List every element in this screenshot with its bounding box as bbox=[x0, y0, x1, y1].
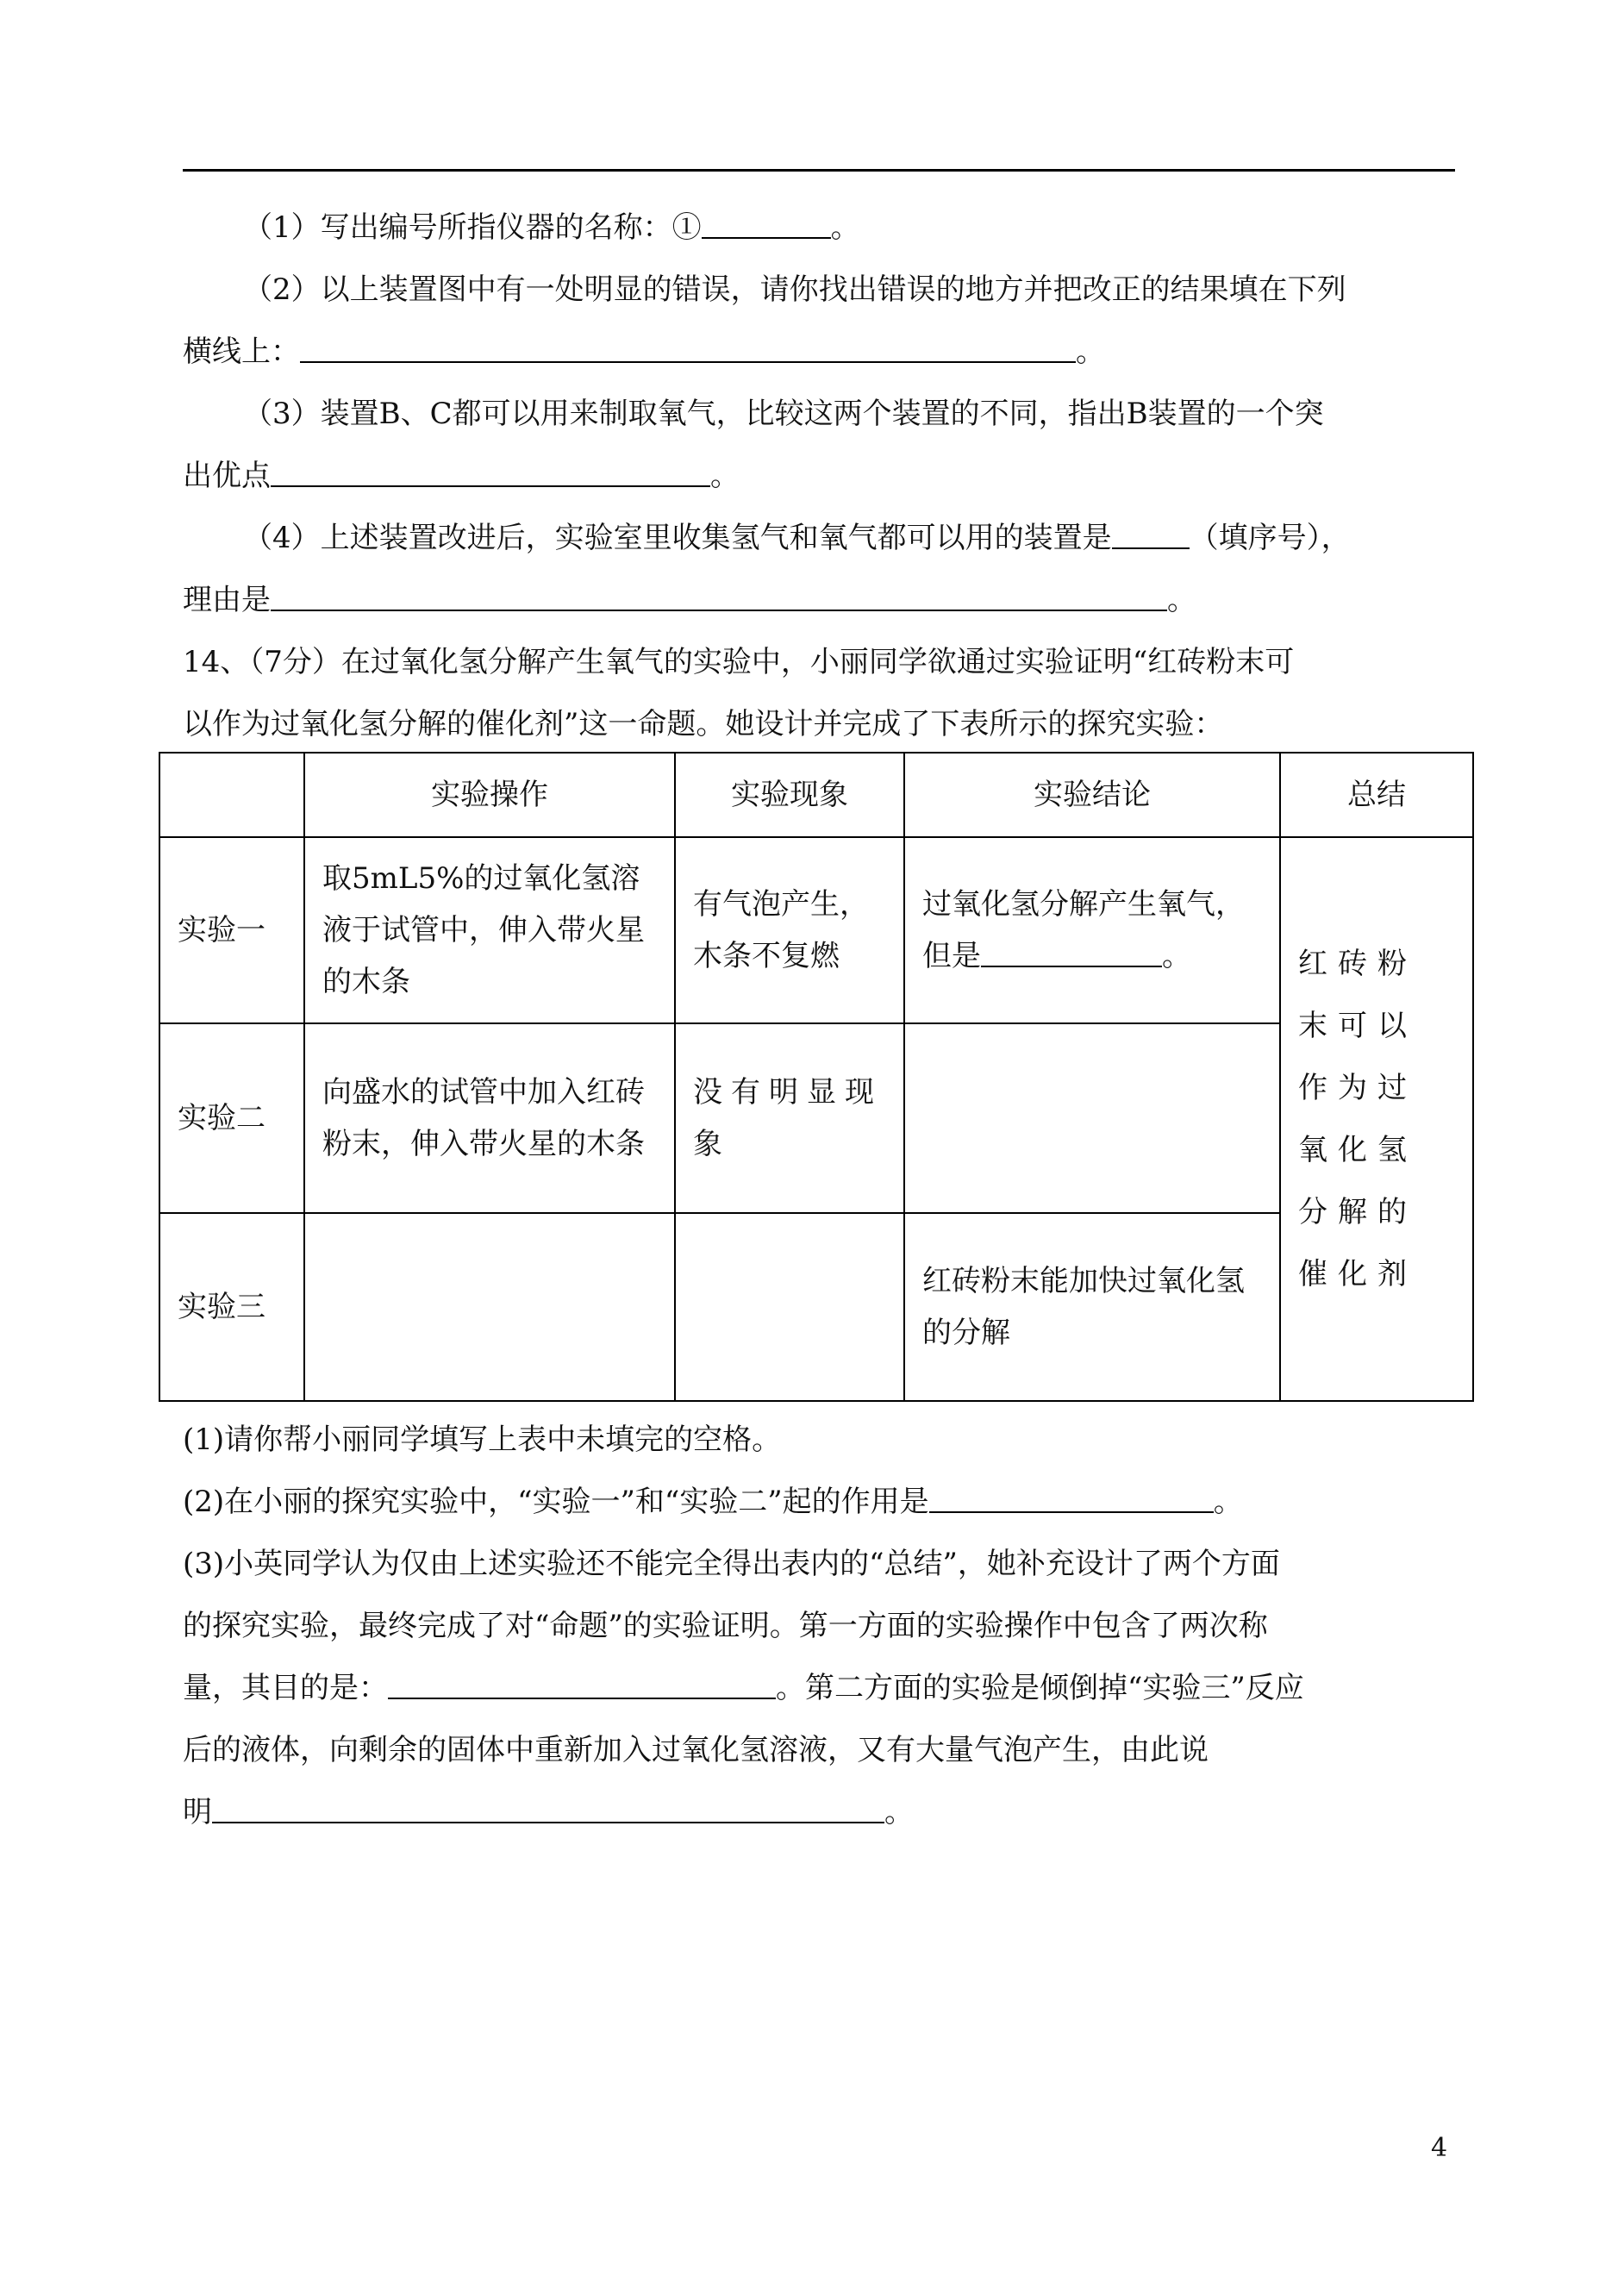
operation-cell-blank[interactable] bbox=[304, 1213, 675, 1401]
table-row bbox=[159, 1023, 1473, 1213]
header-summary: 总结 bbox=[1280, 753, 1473, 837]
operation-cell: 向盛水的试管中加入红砖粉末，伸入带火星的木条 bbox=[304, 1023, 675, 1213]
q14-sub2: (2)在小丽的探究实验中，“实验一”和“实验二”起的作用是 。 bbox=[183, 1485, 1243, 1519]
q14-intro-line2: 以作为过氧化氢分解的催化剂”这一命题。她设计并完成了下表所示的探究实验： bbox=[183, 707, 1224, 741]
q13-part3-line1: （3）装置B、C都可以用来制取氧气，比较这两个装置的不同，指出B装置的一个突 bbox=[243, 397, 1324, 431]
experiment-table bbox=[159, 752, 1474, 1402]
answer-blank[interactable] bbox=[300, 335, 1076, 363]
page-number: 4 bbox=[1431, 2133, 1448, 2163]
row-name: 实验三 bbox=[159, 1213, 304, 1401]
conclusion-cell-blank[interactable] bbox=[904, 1023, 1280, 1213]
q13-part4-line1: （4）上述装置改进后，实验室里收集氢气和氧气都可以用的装置是 （填序号）， bbox=[243, 521, 1351, 555]
q13-part3-line2: 出优点 。 bbox=[183, 459, 740, 493]
header-phenomenon: 实验现象 bbox=[675, 753, 904, 837]
phenomenon-cell: 没有明显现象 bbox=[675, 1023, 904, 1213]
answer-blank[interactable] bbox=[388, 1672, 776, 1699]
phenomenon-cell-blank[interactable] bbox=[675, 1213, 904, 1401]
header-operation: 实验操作 bbox=[304, 753, 675, 837]
q14-sub1: (1)请你帮小丽同学填写上表中未填完的空格。 bbox=[183, 1423, 782, 1457]
table-row bbox=[159, 837, 1473, 1023]
row-name: 实验一 bbox=[159, 837, 304, 1023]
answer-blank[interactable] bbox=[702, 211, 831, 239]
header-rule bbox=[183, 169, 1455, 172]
conclusion-cell: 过氧化氢分解产生氧气， 但是 。 bbox=[904, 837, 1280, 1023]
q14-sub3-line2: 的探究实验，最终完成了对“命题”的实验证明。第一方面的实验操作中包含了两次称 bbox=[183, 1609, 1268, 1643]
phenomenon-cell: 有气泡产生，木条不复燃 bbox=[675, 837, 904, 1023]
q14-sub3-line5: 明 。 bbox=[183, 1795, 914, 1829]
answer-blank[interactable] bbox=[212, 1796, 884, 1823]
header-empty bbox=[159, 753, 304, 837]
q14-sub3-line4: 后的液体，向剩余的固体中重新加入过氧化氢溶液，又有大量气泡产生，由此说 bbox=[183, 1733, 1209, 1767]
q14-sub3-line1: (3)小英同学认为仅由上述实验还不能完全得出表内的“总结”，她补充设计了两个方面 bbox=[183, 1547, 1280, 1581]
q13-part2-line1: （2）以上装置图中有一处明显的错误，请你找出错误的地方并把改正的结果填在下列 bbox=[243, 272, 1346, 307]
header-conclusion: 实验结论 bbox=[904, 753, 1280, 837]
table-header-row bbox=[159, 753, 1473, 837]
row-name: 实验二 bbox=[159, 1023, 304, 1213]
table-row bbox=[159, 1213, 1473, 1401]
summary-cell: 红砖粉末可以作为过氧化氢分解的催化剂 bbox=[1280, 837, 1473, 1401]
answer-blank[interactable] bbox=[929, 1485, 1214, 1513]
operation-cell: 取5mL5%的过氧化氢溶液于试管中，伸入带火星的木条 bbox=[304, 837, 675, 1023]
answer-blank[interactable] bbox=[1112, 522, 1190, 549]
answer-blank[interactable] bbox=[981, 940, 1162, 967]
q14-intro-line1: 14、（7分）在过氧化氢分解产生氧气的实验中，小丽同学欲通过实验证明“红砖粉末可 bbox=[183, 645, 1295, 679]
q13-part1: （1）写出编号所指仪器的名称：① 。 bbox=[243, 210, 860, 245]
answer-blank[interactable] bbox=[271, 584, 1167, 611]
answer-blank[interactable] bbox=[271, 460, 710, 487]
q14-sub3-line3: 量，其目的是： 。第二方面的实验是倾倒掉“实验三”反应 bbox=[183, 1671, 1304, 1705]
q13-part2-line2: 横线上： 。 bbox=[183, 335, 1105, 369]
q13-part4-line2: 理由是 。 bbox=[183, 583, 1196, 617]
conclusion-cell: 红砖粉末能加快过氧化氢的分解 bbox=[904, 1213, 1280, 1401]
